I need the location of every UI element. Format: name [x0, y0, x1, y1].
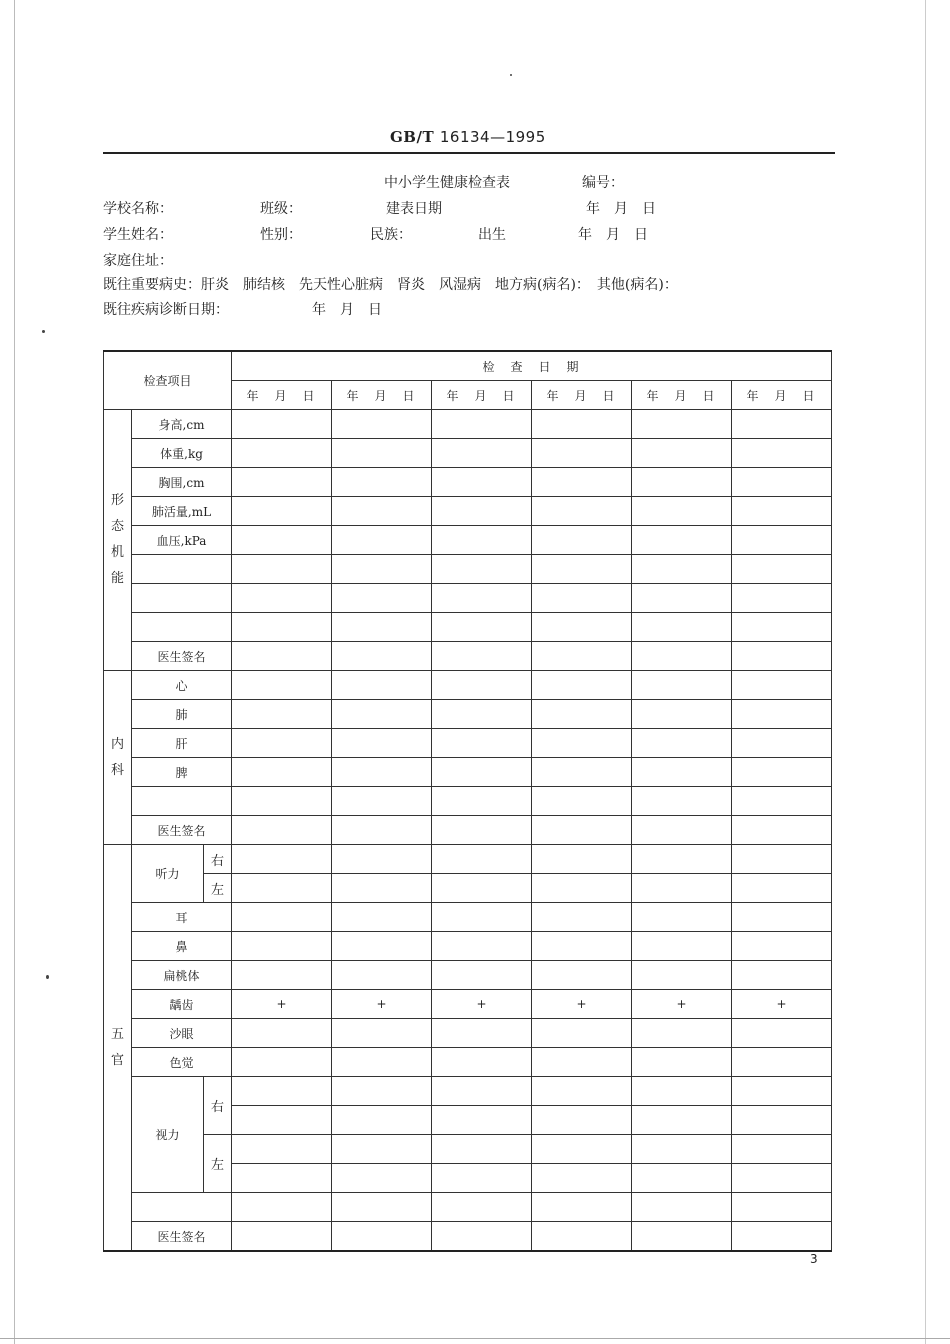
standard-code: GB/T [390, 128, 435, 146]
table-row [104, 410, 832, 439]
ethnicity-label: 民族： [370, 227, 412, 243]
table-row [104, 1222, 832, 1252]
item-tonsil: 扁桃体 [132, 961, 232, 990]
caries-mark[interactable]: + [632, 990, 732, 1019]
table-row [104, 584, 832, 613]
table-row [104, 1135, 832, 1164]
item-blank [132, 1193, 232, 1222]
scan-speck [42, 330, 45, 333]
table-row [104, 729, 832, 758]
created-date-ymd: 年 月 日 [586, 201, 656, 217]
diagnosis-date-label: 既往疾病诊断日期： [103, 302, 229, 318]
table-row [104, 816, 832, 845]
item-lung: 肺 [132, 700, 232, 729]
scan-edge [14, 0, 15, 1344]
category-facial: 五 官 [104, 845, 132, 1252]
item-blood-pressure: 血压,kPa [132, 526, 232, 555]
table-row [104, 1019, 832, 1048]
caries-mark[interactable]: + [532, 990, 632, 1019]
category-internal: 内 科 [104, 671, 132, 845]
table-row [104, 642, 832, 671]
item-weight: 体重,kg [132, 439, 232, 468]
table-row [104, 758, 832, 787]
health-check-table [103, 350, 832, 1252]
table-row [104, 932, 832, 961]
date-header: 检 查 日 期 [232, 351, 832, 381]
table-row [104, 468, 832, 497]
vision-right: 右 [204, 1077, 232, 1135]
school-name-label: 学校名称： [103, 201, 173, 217]
item-liver: 肝 [132, 729, 232, 758]
history-line: 既往重要病史：肝炎 肺结核 先天性心脏病 肾炎 风湿病 地方病(病名)： 其他(病名)： [103, 277, 678, 293]
header-row-1 [104, 351, 832, 381]
table-row [104, 526, 832, 555]
table-row [104, 874, 832, 903]
table-row [104, 845, 832, 874]
date-col-2: 年 月 日 [332, 381, 432, 410]
table-row [104, 555, 832, 584]
caries-mark[interactable]: + [232, 990, 332, 1019]
item-blank [132, 555, 232, 584]
item-ear: 耳 [132, 903, 232, 932]
scan-speck [510, 74, 512, 76]
table-row [104, 700, 832, 729]
item-blank [132, 613, 232, 642]
table-row [104, 990, 832, 1019]
created-date-label: 建表日期 [386, 201, 442, 217]
standard-number: 16134—1995 [439, 128, 546, 146]
date-col-1: 年 月 日 [232, 381, 332, 410]
item-blank [132, 787, 232, 816]
internal-signature: 医生签名 [132, 816, 232, 845]
category-morphology: 形 态 机 能 [104, 410, 132, 671]
gender-label: 性别： [260, 227, 302, 243]
table-row [104, 613, 832, 642]
student-name-label: 学生姓名： [103, 227, 173, 243]
item-blank [132, 584, 232, 613]
serial-label: 编号： [582, 175, 624, 191]
date-col-5: 年 月 日 [632, 381, 732, 410]
caries-mark[interactable]: + [332, 990, 432, 1019]
table-row [104, 1048, 832, 1077]
item-color-vision: 色觉 [132, 1048, 232, 1077]
address-label: 家庭住址： [103, 253, 173, 269]
scan-edge [925, 0, 926, 1344]
item-hearing: 听力 [132, 845, 204, 903]
date-col-4: 年 月 日 [532, 381, 632, 410]
birth-ymd: 年 月 日 [578, 227, 648, 243]
vision-left: 左 [204, 1135, 232, 1193]
morphology-signature: 医生签名 [132, 642, 232, 671]
item-height: 身高,cm [132, 410, 232, 439]
scan-speck [46, 975, 49, 979]
header-rule [103, 152, 835, 154]
date-col-3: 年 月 日 [432, 381, 532, 410]
class-label: 班级： [260, 201, 302, 217]
hearing-right: 右 [204, 845, 232, 874]
diagnosis-date: 年 月 日 [312, 302, 382, 318]
date-col-6: 年 月 日 [732, 381, 832, 410]
caries-mark[interactable]: + [432, 990, 532, 1019]
table-row [104, 1077, 832, 1106]
scan-edge [0, 1338, 950, 1339]
hearing-left: 左 [204, 874, 232, 903]
facial-signature: 医生签名 [132, 1222, 232, 1252]
item-header: 检查项目 [104, 351, 232, 410]
item-vital-capacity: 肺活量,mL [132, 497, 232, 526]
table-row [104, 497, 832, 526]
item-trachoma: 沙眼 [132, 1019, 232, 1048]
item-heart: 心 [132, 671, 232, 700]
birth-label: 出生 [478, 227, 506, 243]
form-title: 中小学生健康检查表 [384, 175, 510, 191]
table-row [104, 439, 832, 468]
table-row [104, 903, 832, 932]
item-spleen: 脾 [132, 758, 232, 787]
standard-header [390, 128, 546, 146]
item-nose: 鼻 [132, 932, 232, 961]
item-vision: 视力 [132, 1077, 204, 1193]
table-row [104, 787, 832, 816]
item-caries: 龋齿 [132, 990, 232, 1019]
caries-mark[interactable]: + [732, 990, 832, 1019]
table-row [104, 671, 832, 700]
item-chest: 胸围,cm [132, 468, 232, 497]
table-row [104, 1193, 832, 1222]
table-row [104, 961, 832, 990]
page-number: 3 [810, 1252, 818, 1266]
